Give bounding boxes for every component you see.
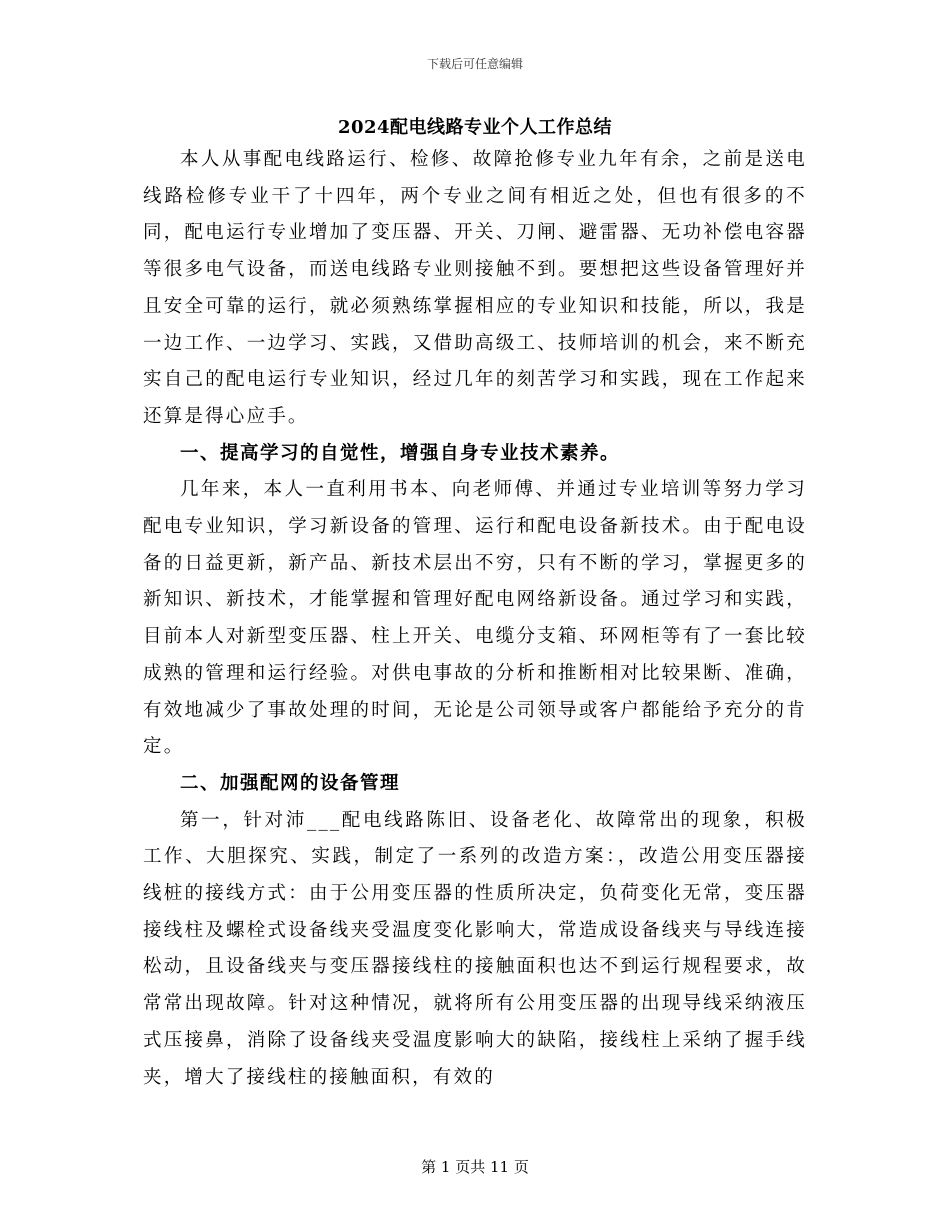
intro-paragraph: 本人从事配电线路运行、检修、故障抢修专业九年有余，之前是送电线路检修专业干了十四年，两个专业之间有相近之处，但也有很多的不同，配电运行专业增加了变压器、开关、刀闸、避雷器、无功补偿电容器等很多电气设备，而送电线路专业则接触不到。要想把这些设备管理好并且安全可靠的运行，就必须熟练掌握相应的专业知识和技能，所以，我是一边工作、一边学习、实践，又借助高级工、技师培训的机会，来不断充实自己的配电运行专业知识，经过几年的刻苦学习和实践，现在工作起来还算是得心应手。 xyxy=(143,149,807,427)
header-note: 下载后可任意编辑 xyxy=(426,57,523,71)
document-body xyxy=(143,114,807,1096)
section-1-paragraph: 几年来，本人一直利用书本、向老师傅、并通过专业培训等努力学习配电专业知识，学习新设备的管理、运行和配电设备新技术。由于配电设备的日益更新，新产品、新技术层出不穷，只有不断的学习，掌握更多的新知识、新技术，才能掌握和管理好配电网络新设备。通过学习和实践，目前本人对新型变压器、柱上开关、电缆分支箱、环网柜等有了一套比较成熟的管理和运行经验。对供电事故的分析和推断相对比较果断、准确，有效地减少了事故处理的时间，无论是公司领导或客户都能给予充分的肯定。 xyxy=(143,479,807,758)
section-heading-2: 二、加强配网的设备管理 xyxy=(180,772,401,794)
page-number: 第 1 页共 11 页 xyxy=(421,1158,529,1176)
section-heading-1: 一、提高学习的自觉性，增强自身专业技术素养。 xyxy=(180,442,621,464)
section-2-paragraph: 第一，针对沛___配电线路陈旧、设备老化、故障常出的现象，积极工作、大胆探究、实践，制定了一系列的改造方案：，改造公用变压器接线桩的接线方式：由于公用变压器的性质所决定，负荷变化无常，变压器接线柱及螺栓式设备线夹受温度变化影响大，常造成设备线夹与导线连接松动，且设备线夹与变压器接线柱的接触面积也达不到运行规程要求，故常常出现故障。针对这种情况，就将所有公用变压器的出现导线采纳液压式压接鼻，消除了设备线夹受温度影响大的缺陷，接线柱上采纳了握手线夹，增大了接线柱的接触面积，有效的 xyxy=(143,809,807,1088)
document-title: 2024配电线路专业个人工作总结 xyxy=(337,117,613,138)
